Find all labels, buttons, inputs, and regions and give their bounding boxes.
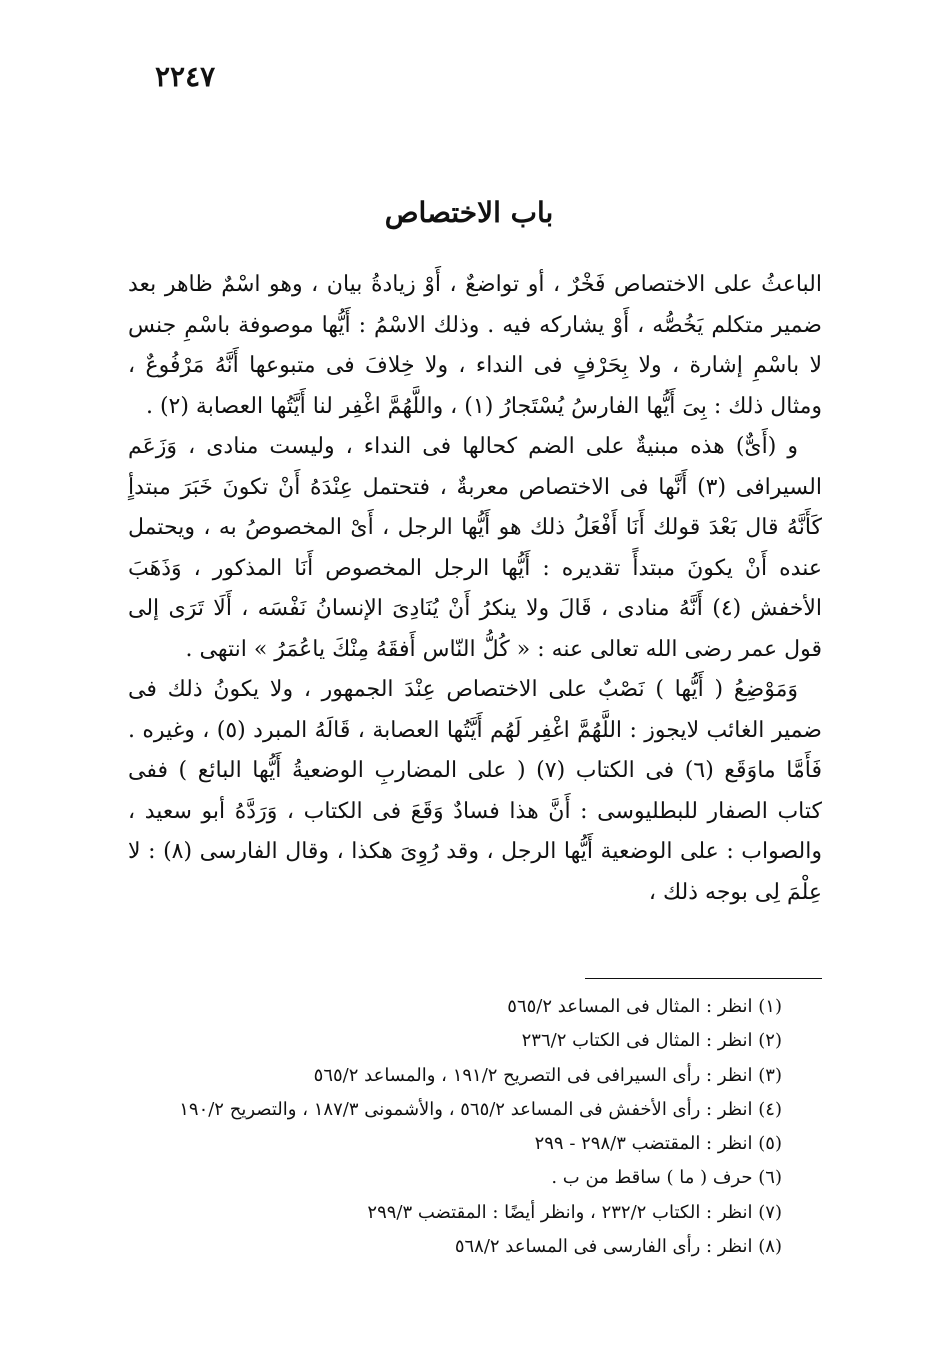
footnote-4: (٤) انظر : رأى الأخفش فى المساعد ٥٦٥/٢ ، والأشمونى ١٨٧/٣ ، والتصريح ١٩٠/٢: [179, 1098, 782, 1120]
paragraph-3: وَمَوْضِعُ ( أَيُّها ) نَصْبٌ على الاختصاص عِنْدَ الجمهور ، ولا يكونُ ذلك فى ضمير الغائب لايجوز : اللَّهُمَّ اغْفِر لَهُم أَيَّتُها العصابة ، قَالَهُ المبرد (٥) ، وغيره . فَأَمَّا ماوَقَع (٦) فى الكتاب (٧) ( على المضاربِ الوضعيةُ أَيُّها البائع ) ففى كتاب الصفار للبطليوسى : أَنَّ هذا فسادٌ وَقَعَ فى الكتاب ، وَرَدَّهُ أبو سعيد ، والصواب : على الوضعية أَيُّها الرجل ، وقد رُوِىَ هكذا ، وقال الفارسى (٨) : لا عِلْمَ لِى بوجه ذلك ،: [128, 677, 823, 905]
paragraph-1: الباعثُ على الاختصاص فَخْرٌ ، أو تواضعٌ ، أَوْ زيادةُ بيان ، وهو اسْمٌ ظاهر بعد ضمير متكلم يَخُصُّه ، أَوْ يشاركه فيه . وذلك الاسْمُ : أَيُّها موصوفة باسْمِ جنس لا باسْمِ إشارة ، ولا بِحَرْفٍ فى النداء ، ولا خِلافَ فى متبوعها أَنَّهُ مَرْفُوعٌ ، ومثال ذلك : بِىَ أَيُّها الفارسُ يُسْتَجارُ (١) ، واللَّهُمَّ اغْفِر لنا أَيَّتُها العصابة (٢) .: [128, 272, 822, 419]
footnote-2: (٢) انظر : المثال فى الكتاب ٢٣٦/٢: [521, 1030, 782, 1052]
footnote-5: (٥) انظر : المقتضب ٢٩٨/٣ - ٢٩٩: [534, 1133, 782, 1155]
footnote-8: (٨) انظر : رأى الفارسى فى المساعد ٥٦٨/٢: [454, 1236, 782, 1258]
chapter-title: باب الاختصاص: [384, 196, 554, 229]
footnote-1: (١) انظر : المثال فى المساعد ٥٦٥/٢: [507, 996, 782, 1017]
paragraph-2: و (أَىٌّ) هذه مبنيةٌ على الضم كحالها فى النداء ، وليست منادى ، وَزَعَم السيرافى (٣) أَنَّها فى الاختصاص معربةٌ ، فتحتمل عِنْدَهُ أَنْ تكونَ خَبَرَ مبتدأٍ كَأَنَّهُ قال بَعْدَ قولك أَنَا أَفْعَلُ ذلك هو أَيُّها الرجل ، أَىْ المخصوصُ به ، ويحتمل عنده أَنْ يكونَ مبتدأً تقديره : أَيُّها الرجل المخصوص أَنَا المذكور ، وَذَهَبَ الأخفش (٤) أَنَّهُ منادى ، قَالَ ولا ينكرُ أَنْ يُنَادِىَ الإنسانُ نَفْسَه ، أَلَا تَرَى إلى قول عمر رضى الله تعالى عنه : « كُلُّ النّاس أَفقَهُ مِنْكَ ياعُمَرُ » انتهى .: [128, 434, 822, 662]
footnotes-list: [128, 990, 782, 1264]
main-text: [128, 265, 822, 913]
footnote-3: (٣) انظر : رأى السيرافى فى التصريح ١٩١/٢ ، والمساعد ٥٦٥/٢: [313, 1064, 782, 1086]
footnote-6: (٦) حرف ( ما ) ساقط من ب .: [551, 1167, 782, 1189]
footnote-7: (٧) انظر : الكتاب ٢٣٢/٢ ، وانظر أيضًا : المقتضب ٢٩٩/٣: [367, 1201, 782, 1223]
page-number: ٢٢٤٧: [155, 60, 216, 93]
footnote-separator: [585, 978, 822, 979]
